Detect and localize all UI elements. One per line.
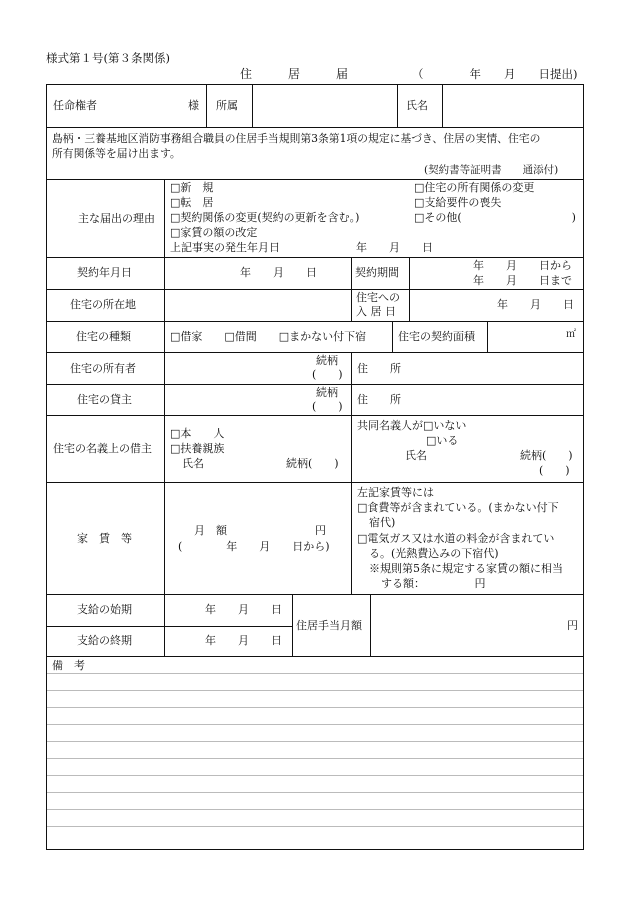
borrower-label: 住宅の名義上の借主: [53, 442, 152, 455]
payment-end-label: 支給の終期: [77, 634, 132, 647]
sama-label: 様: [188, 99, 199, 112]
rent-note-utility-1: □電気ガス又は水道の料金が含まれてい: [357, 532, 555, 545]
form-title: 住 居 届: [240, 67, 349, 81]
reason-eligibility-loss: □支給要件の喪失: [414, 196, 502, 209]
borrower-dependent: □扶養親族: [170, 442, 225, 455]
occurrence-date: 年 月 日: [356, 241, 433, 254]
joint-holder-none: 共同名義人が□いない: [357, 419, 467, 432]
occurrence-label: 上記事実の発生年月日: [170, 241, 280, 254]
area-unit: ㎡: [566, 329, 576, 340]
joint-holder-paren: ( ): [539, 464, 570, 477]
allowance-unit: 円: [567, 619, 578, 632]
contract-period-from: 年 月 日から: [473, 259, 572, 272]
contract-period-label: 契約期間: [355, 266, 399, 279]
rent-monthly: 月 額 円: [194, 524, 326, 537]
borrower-name-label: 氏名: [182, 457, 204, 470]
rent-note-food-2: 宿代): [369, 516, 396, 529]
appointer-label: 任命権者: [53, 99, 97, 112]
lender-relation: 続柄: [316, 386, 338, 399]
payment-start-label: 支給の始期: [77, 603, 132, 616]
joint-holder-exists: □いる: [426, 434, 459, 447]
rent-note-title: 左記家賃等には: [357, 486, 434, 499]
borrower-self: □本 人: [170, 427, 225, 440]
rent-note-utility-2: る。(光熱費込みの下宿代): [369, 547, 499, 560]
reason-move: □転 居: [170, 196, 214, 209]
contract-period-to: 年 月 日まで: [473, 274, 572, 287]
move-in-label-2: 入 居 日: [356, 305, 396, 318]
joint-holder-name: 氏名: [405, 449, 427, 462]
department-label: 所属: [216, 99, 238, 112]
borrower-relation: 続柄( ): [286, 457, 339, 470]
owner-relation-paren: ( ): [312, 368, 343, 381]
reason-contract-change: □契約関係の変更(契約の更新を含む。): [170, 211, 360, 224]
location-label: 住宅の所在地: [70, 298, 136, 311]
payment-end-value: 年 月 日: [205, 634, 282, 647]
owner-relation: 続柄: [316, 354, 338, 367]
rent-note-equivalent-1: ※規則第5条に規定する家賃の額に相当: [369, 562, 563, 575]
contract-area-label: 住宅の契約面積: [398, 330, 475, 343]
form-number: 様式第１号(第３条関係): [46, 51, 170, 65]
owner-address-label: 住 所: [357, 362, 401, 375]
remarks-label: 備 考: [52, 659, 85, 672]
reason-new: □新 規: [170, 181, 214, 194]
rent-label: 家 賃 等: [77, 532, 132, 545]
house-type-options: □借家 □借間 □まかない付下宿: [170, 330, 367, 343]
reason-label: 主な届出の理由: [78, 212, 155, 225]
submit-date: （ 年 月 日提出): [412, 67, 578, 81]
joint-holder-relation: 続柄( ): [520, 449, 573, 462]
declaration-line-2: 所有関係等を届け出ます。: [52, 147, 181, 160]
lender-relation-paren: ( ): [312, 400, 343, 413]
move-in-date: 年 月 日: [497, 298, 574, 311]
rent-note-food-1: □食費等が含まれている。(まかない付下: [357, 501, 559, 514]
house-type-label: 住宅の種類: [76, 330, 131, 343]
allowance-label: 住居手当月額: [296, 619, 362, 632]
attachment-note: (契約書等証明書 通添付): [424, 164, 559, 176]
name-label: 氏名: [406, 99, 428, 112]
rent-note-equivalent-2: する額： 円: [381, 577, 486, 590]
rent-from: ( 年 月 日から): [178, 540, 330, 553]
lender-label: 住宅の貸主: [77, 393, 132, 406]
lender-address-label: 住 所: [357, 393, 401, 406]
payment-start-value: 年 月 日: [205, 603, 282, 616]
contract-date-label: 契約年月日: [77, 266, 132, 279]
contract-date-value: 年 月 日: [240, 266, 317, 279]
owner-label: 住宅の所有者: [70, 362, 136, 375]
move-in-label-1: 住宅への: [356, 291, 400, 304]
reason-ownership-change: □住宅の所有関係の変更: [414, 181, 535, 194]
reason-rent-revision: □家賃の額の改定: [170, 226, 258, 239]
reason-other: □その他( ): [414, 211, 576, 224]
declaration-line-1: 島柄・三養基地区消防事務組合職員の住居手当規則第3条第1項の規定に基づき、住居の実情、住宅の: [52, 132, 541, 145]
